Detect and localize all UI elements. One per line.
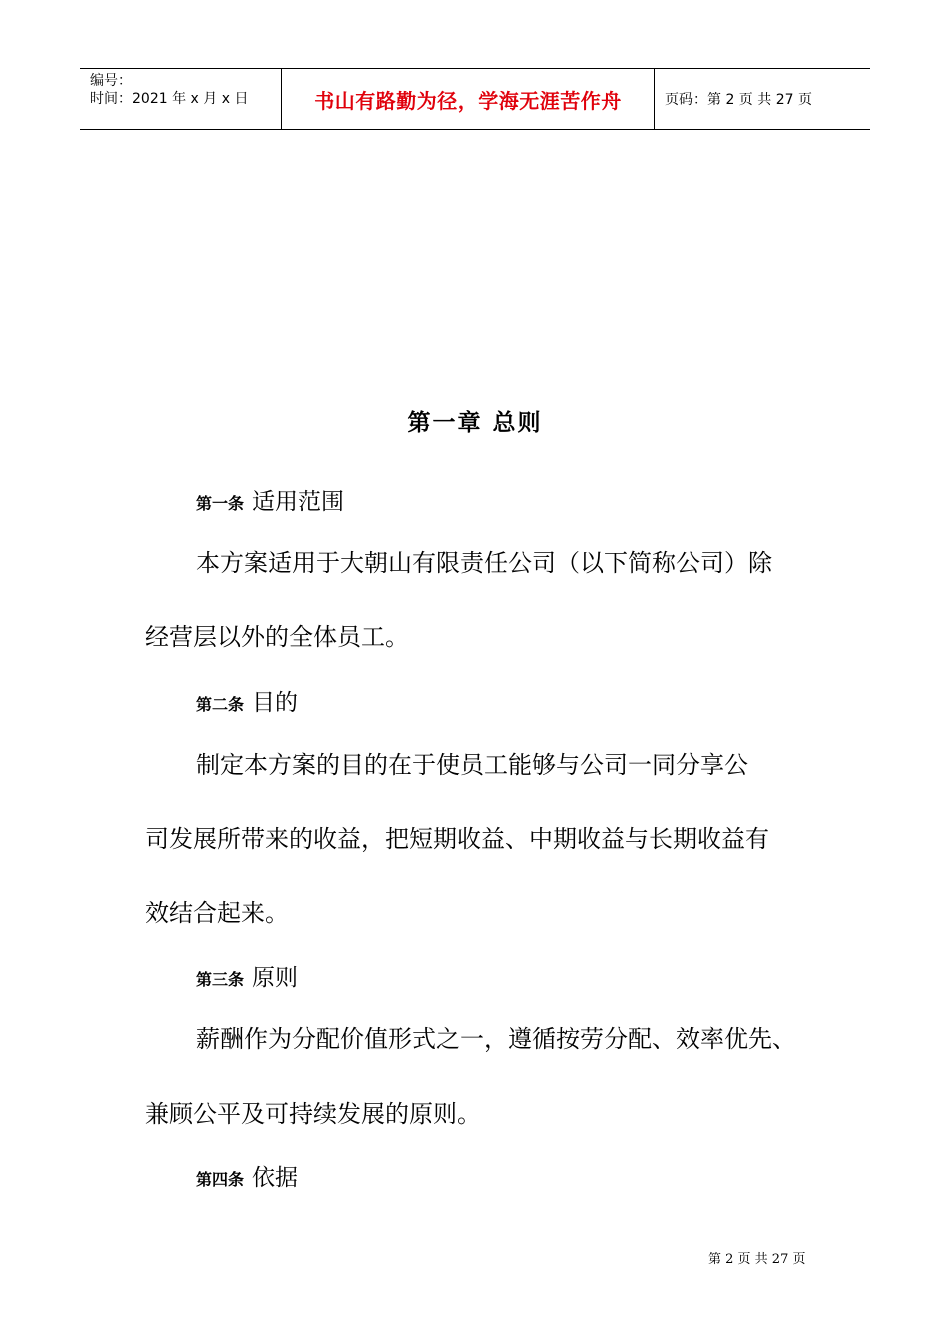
article-title: 目的	[252, 690, 299, 716]
article-heading	[196, 1159, 298, 1192]
article-heading	[196, 684, 298, 717]
article-heading	[196, 483, 344, 516]
header-motto-cell	[282, 69, 655, 129]
article-number: 第三条	[196, 970, 245, 989]
article-number: 第一条	[196, 494, 245, 513]
paragraph-line: 薪酬作为分配价值形式之一，遵循按劳分配、效率优先、	[196, 1025, 796, 1053]
paragraph-line: 经营层以外的全体员工。	[145, 623, 409, 651]
article-number: 第四条	[196, 1170, 245, 1189]
header-motto: 书山有路勤为径，学海无涯苦作舟	[314, 88, 622, 113]
paragraph-line: 本方案适用于大朝山有限责任公司（以下简称公司）除	[196, 549, 772, 577]
article-title: 原则	[252, 965, 299, 991]
chapter-title: 第一章 总则	[407, 410, 543, 436]
page-footer: 第 2 页 共 27 页	[708, 1252, 806, 1267]
article-number: 第二条	[196, 695, 245, 714]
paragraph-line: 司发展所带来的收益，把短期收益、中期收益与长期收益有	[145, 825, 769, 853]
article-title: 依据	[252, 1165, 299, 1191]
paragraph-line: 兼顾公平及可持续发展的原则。	[145, 1100, 481, 1128]
header-page-number: 页码：第 2 页 共 27 页	[665, 92, 812, 108]
paragraph-line: 效结合起来。	[145, 899, 289, 927]
header-page-cell	[655, 69, 870, 129]
document-number-label: 编号：	[90, 73, 132, 89]
article-title: 适用范围	[252, 489, 345, 515]
paragraph-line: 制定本方案的目的在于使员工能够与公司一同分享公	[196, 751, 748, 779]
document-time-label: 时间：2021 年 x 月 x 日	[90, 91, 249, 107]
header-meta-cell	[80, 69, 282, 129]
article-heading	[196, 959, 298, 992]
page-header	[80, 68, 870, 130]
